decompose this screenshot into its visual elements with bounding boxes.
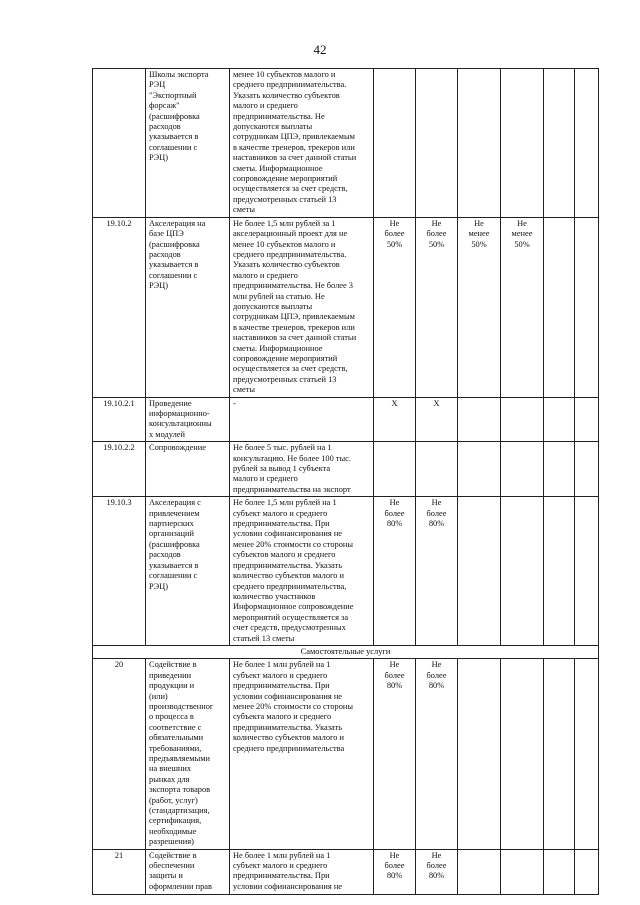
row-code: 19.10.2.1 [93,397,146,442]
table-row [93,69,599,218]
value-cell [544,69,575,218]
value-cell [501,497,544,646]
page-number: 42 [313,42,327,57]
value-cell [544,849,575,894]
value-cell [575,497,599,646]
value-cell: Не более 80% [374,849,416,894]
value-cell [458,849,501,894]
value-cell [458,69,501,218]
table-row [93,217,599,397]
table-row [93,659,599,849]
section-row [93,645,599,658]
row-code: 19.10.2.2 [93,442,146,497]
value-cell [544,217,575,397]
row-condition: Не более 1 млн рублей на 1 субъект малого и среднего предпринимательства. При условии софинансирования не менее 20% стоимости со стороны субъекта малого и среднего предпринимательства. Указать количество субъектов малого и среднего предпринимательства [230,659,374,849]
value-cell [575,217,599,397]
value-cell [501,659,544,849]
value-cell [544,397,575,442]
value-cell [416,69,458,218]
value-cell: X [416,397,458,442]
row-name: Акселерация с привлечением партнерских организаций (расшифровка расходов указывается в соглашении с РЭЦ) [146,497,230,646]
value-cell [544,659,575,849]
value-cell [575,397,599,442]
value-cell [575,442,599,497]
row-condition: Не более 1,5 млн рублей за 1 акселерационный проект для не менее 10 субъектов малого и среднего предпринимательства. Указать количество субъектов малого и среднего предпринимательства. Не более 3 млн рублей на статью. Не допускаются выплаты сотрудникам ЦПЭ, привлекаемым в качестве тренеров, трекеров или наставников за счет данной статьи сметы. Информационное сопровождение мероприятий осуществляется за счет средств, предусмотренных статьей 13 сметы [230,217,374,397]
row-code: 19.10.3 [93,497,146,646]
value-cell [458,442,501,497]
value-cell: Не более 80% [416,849,458,894]
row-name: Акселерация на базе ЦПЭ (расшифровка расходов указывается в соглашении с РЭЦ) [146,217,230,397]
value-cell: Не более 80% [416,497,458,646]
value-cell [575,849,599,894]
value-cell: Не более 80% [374,497,416,646]
table-row [93,497,599,646]
value-cell: X [374,397,416,442]
table-body [93,69,599,895]
value-cell [374,442,416,497]
row-code: 20 [93,659,146,849]
value-cell [501,849,544,894]
value-cell [374,69,416,218]
row-name: Содействие в обеспечении защиты и оформлении прав [146,849,230,894]
value-cell [458,497,501,646]
row-condition: - [230,397,374,442]
value-cell: Не более 80% [374,659,416,849]
row-condition: Не более 1 млн рублей на 1 субъект малого и среднего предпринимательства. При условии софинансирования не [230,849,374,894]
value-cell [458,397,501,442]
value-cell: Не более 80% [416,659,458,849]
row-name: Школы экспорта РЭЦ "Экспортный форсаж" (расшифровка расходов указывается в соглашении с РЭЦ) [146,69,230,218]
value-cell [501,69,544,218]
row-condition: Не более 1,5 млн рублей на 1 субъект малого и среднего предпринимательства. При условии софинансирования не менее 20% стоимости со стороны субъектов малого и среднего предпринимательства. Указать количество субъектов малого и среднего предпринимательства, количество участников Информационное сопровождение мероприятий осуществляется за счет средств, предусмотренных статьей 13 сметы [230,497,374,646]
row-code: 21 [93,849,146,894]
section-heading: Самостоятельные услуги [93,645,599,658]
row-name: Сопровождение [146,442,230,497]
row-code: 19.10.2 [93,217,146,397]
row-condition: менее 10 субъектов малого и среднего предпринимательства. Указать количество субъектов малого и среднего предпринимательства. Не допускаются выплаты сотрудникам ЦПЭ, привлекаемым в качестве тренеров, трекеров или наставников за счет данной статьи сметы. Информационное сопровождение мероприятий осуществляется за счет средств, предусмотренных статьей 13 сметы [230,69,374,218]
value-cell: Не более 50% [374,217,416,397]
value-cell [501,442,544,497]
value-cell [458,659,501,849]
row-name: Содействие в приведении продукции и (или) производственног о процесса в соответствие с обязательными требованиями, предъявляемыми на внешних рынках для экспорта товаров (работ, услуг) (стандартизация, сертификация, необходимые разрешения) [146,659,230,849]
value-cell: Не менее 50% [458,217,501,397]
value-cell: Не более 50% [416,217,458,397]
row-name: Проведение информационно- консультационны х модулей [146,397,230,442]
table-row [93,442,599,497]
table-row [93,397,599,442]
row-code [93,69,146,218]
value-cell [544,497,575,646]
value-cell: Не менее 50% [501,217,544,397]
value-cell [416,442,458,497]
value-cell [575,659,599,849]
value-cell [501,397,544,442]
row-condition: Не более 5 тыс. рублей на 1 консультацию. Не более 100 тыс. рублей за вывод 1 субъекта малого и среднего предпринимательства на экспорт [230,442,374,497]
budget-table [92,68,599,895]
value-cell [544,442,575,497]
value-cell [575,69,599,218]
table-row [93,849,599,894]
